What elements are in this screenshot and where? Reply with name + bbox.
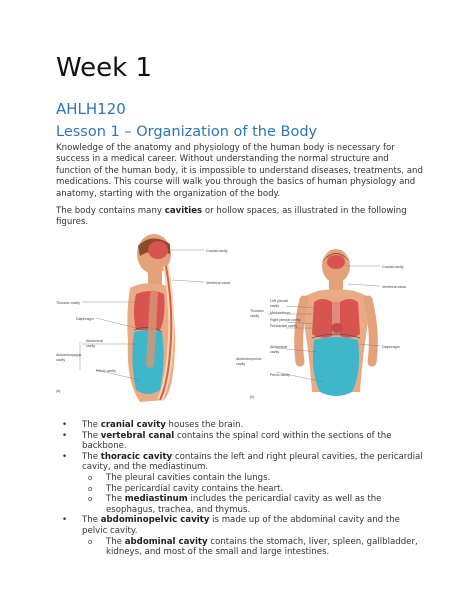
label-abdominal-a-2: cavity [86, 344, 96, 348]
label-pericardial: Pericardial cavity [270, 324, 298, 328]
sub-list-item: o The pericardial cavity contains the heart. [88, 483, 284, 494]
sub-list-item: o The abdominal cavity contains the stomach, liver, spleen, gallbladder, kidneys, and most of the small and large intestines. [88, 536, 418, 558]
sub-bullet-marker: o [88, 495, 93, 504]
cavities-text-after: or hollow spaces, as illustrated in the following figures. [56, 206, 407, 228]
figure-letter-a: (a) [56, 389, 61, 393]
label-right-pleural: Right pleural cavity [270, 318, 301, 322]
label-cranial-cavity-a: Cranial cavity [206, 249, 228, 253]
label-thoracic-b-1: Thoracic [250, 309, 264, 313]
label-pelvic-cavity-a: Pelvic cavity [96, 369, 116, 373]
page-title: Week 1 [56, 53, 153, 83]
lateral-view-illustration [127, 234, 175, 402]
cavities-paragraph [56, 206, 426, 229]
label-cranial-cavity-b: Cranial cavity [382, 265, 404, 269]
label-vertebral-canal-b: Vertebral canal [382, 285, 406, 289]
cavity-bullet-list [62, 420, 424, 558]
sub-bullet-marker: o [88, 537, 93, 546]
intro-paragraph: Knowledge of the anatomy and physiology of the human body is necessary for success in a medical career. Without understanding the normal structure and function of the human body, it is impossible to understand diseases, treatments, and medications. This course will walk you through the basics of human physiology and anatomy, starting with the organization of the body. [56, 143, 423, 199]
bullet-marker: • [62, 515, 68, 526]
label-abdominal-b-2: cavity [270, 350, 280, 354]
label-abdominopelvic-b-1: Abdominopelvic [236, 357, 262, 361]
label-pelvic-cavity-b: Pelvic cavity [270, 373, 290, 377]
cavities-keyword: cavities [164, 206, 203, 216]
sub-bullet-marker: o [88, 484, 93, 493]
label-vertebral-canal-a: Vertebral canal [206, 281, 230, 285]
label-diaphragm-a: Diaphragm [76, 317, 94, 321]
bullet-marker: • [62, 451, 68, 462]
label-abdominal-b-1: Abdominal [270, 345, 287, 349]
lesson-title: Lesson 1 – Organization of the Body [56, 124, 318, 140]
label-left-pleural-1: Left pleural [270, 299, 288, 303]
course-code: AHLH120 [56, 100, 126, 118]
sub-list-item: o The mediastinum includes the pericardial cavity as well as the esophagus, trachea, and thymus. [88, 494, 382, 515]
label-diaphragm-b: Diaphragm [382, 345, 400, 349]
cavities-text-before: The body contains many [56, 206, 165, 216]
anterior-view-illustration [299, 249, 374, 396]
bullet-marker: • [62, 420, 68, 430]
sub-bullet-marker: o [88, 473, 93, 482]
list-item: • The thoracic cavity contains the left and right pleural cavities, the pericardial cavity, and the mediastinum. [62, 451, 423, 473]
label-abdominopelvic-b-2: cavity [236, 362, 246, 366]
body-cavities-figure [56, 232, 418, 412]
label-thoracic-b-2: cavity [250, 314, 260, 318]
label-left-pleural-2: cavity [270, 304, 280, 308]
sub-list-item: o The pleural cavities contain the lungs. [88, 472, 271, 483]
label-mediastinum: Mediastinum [270, 311, 291, 315]
label-abdominopelvic-a-2: cavity [56, 358, 66, 362]
list-item: • The cranial cavity houses the brain. [62, 420, 244, 430]
list-item: • The vertebral canal contains the spinal cord within the sections of the backbone. [62, 430, 392, 452]
list-item: • The abdominopelvic cavity is made up of the abdominal cavity and the pelvic cavity. [62, 515, 400, 536]
label-abdominopelvic-a-1: Abdominopelvic [56, 353, 82, 357]
figure-letter-b: (b) [250, 395, 255, 399]
label-thoracic-cavity-a: Thoracic cavity [56, 301, 80, 305]
bullet-marker: • [62, 430, 68, 441]
label-abdominal-a-1: Abdominal [86, 339, 103, 343]
